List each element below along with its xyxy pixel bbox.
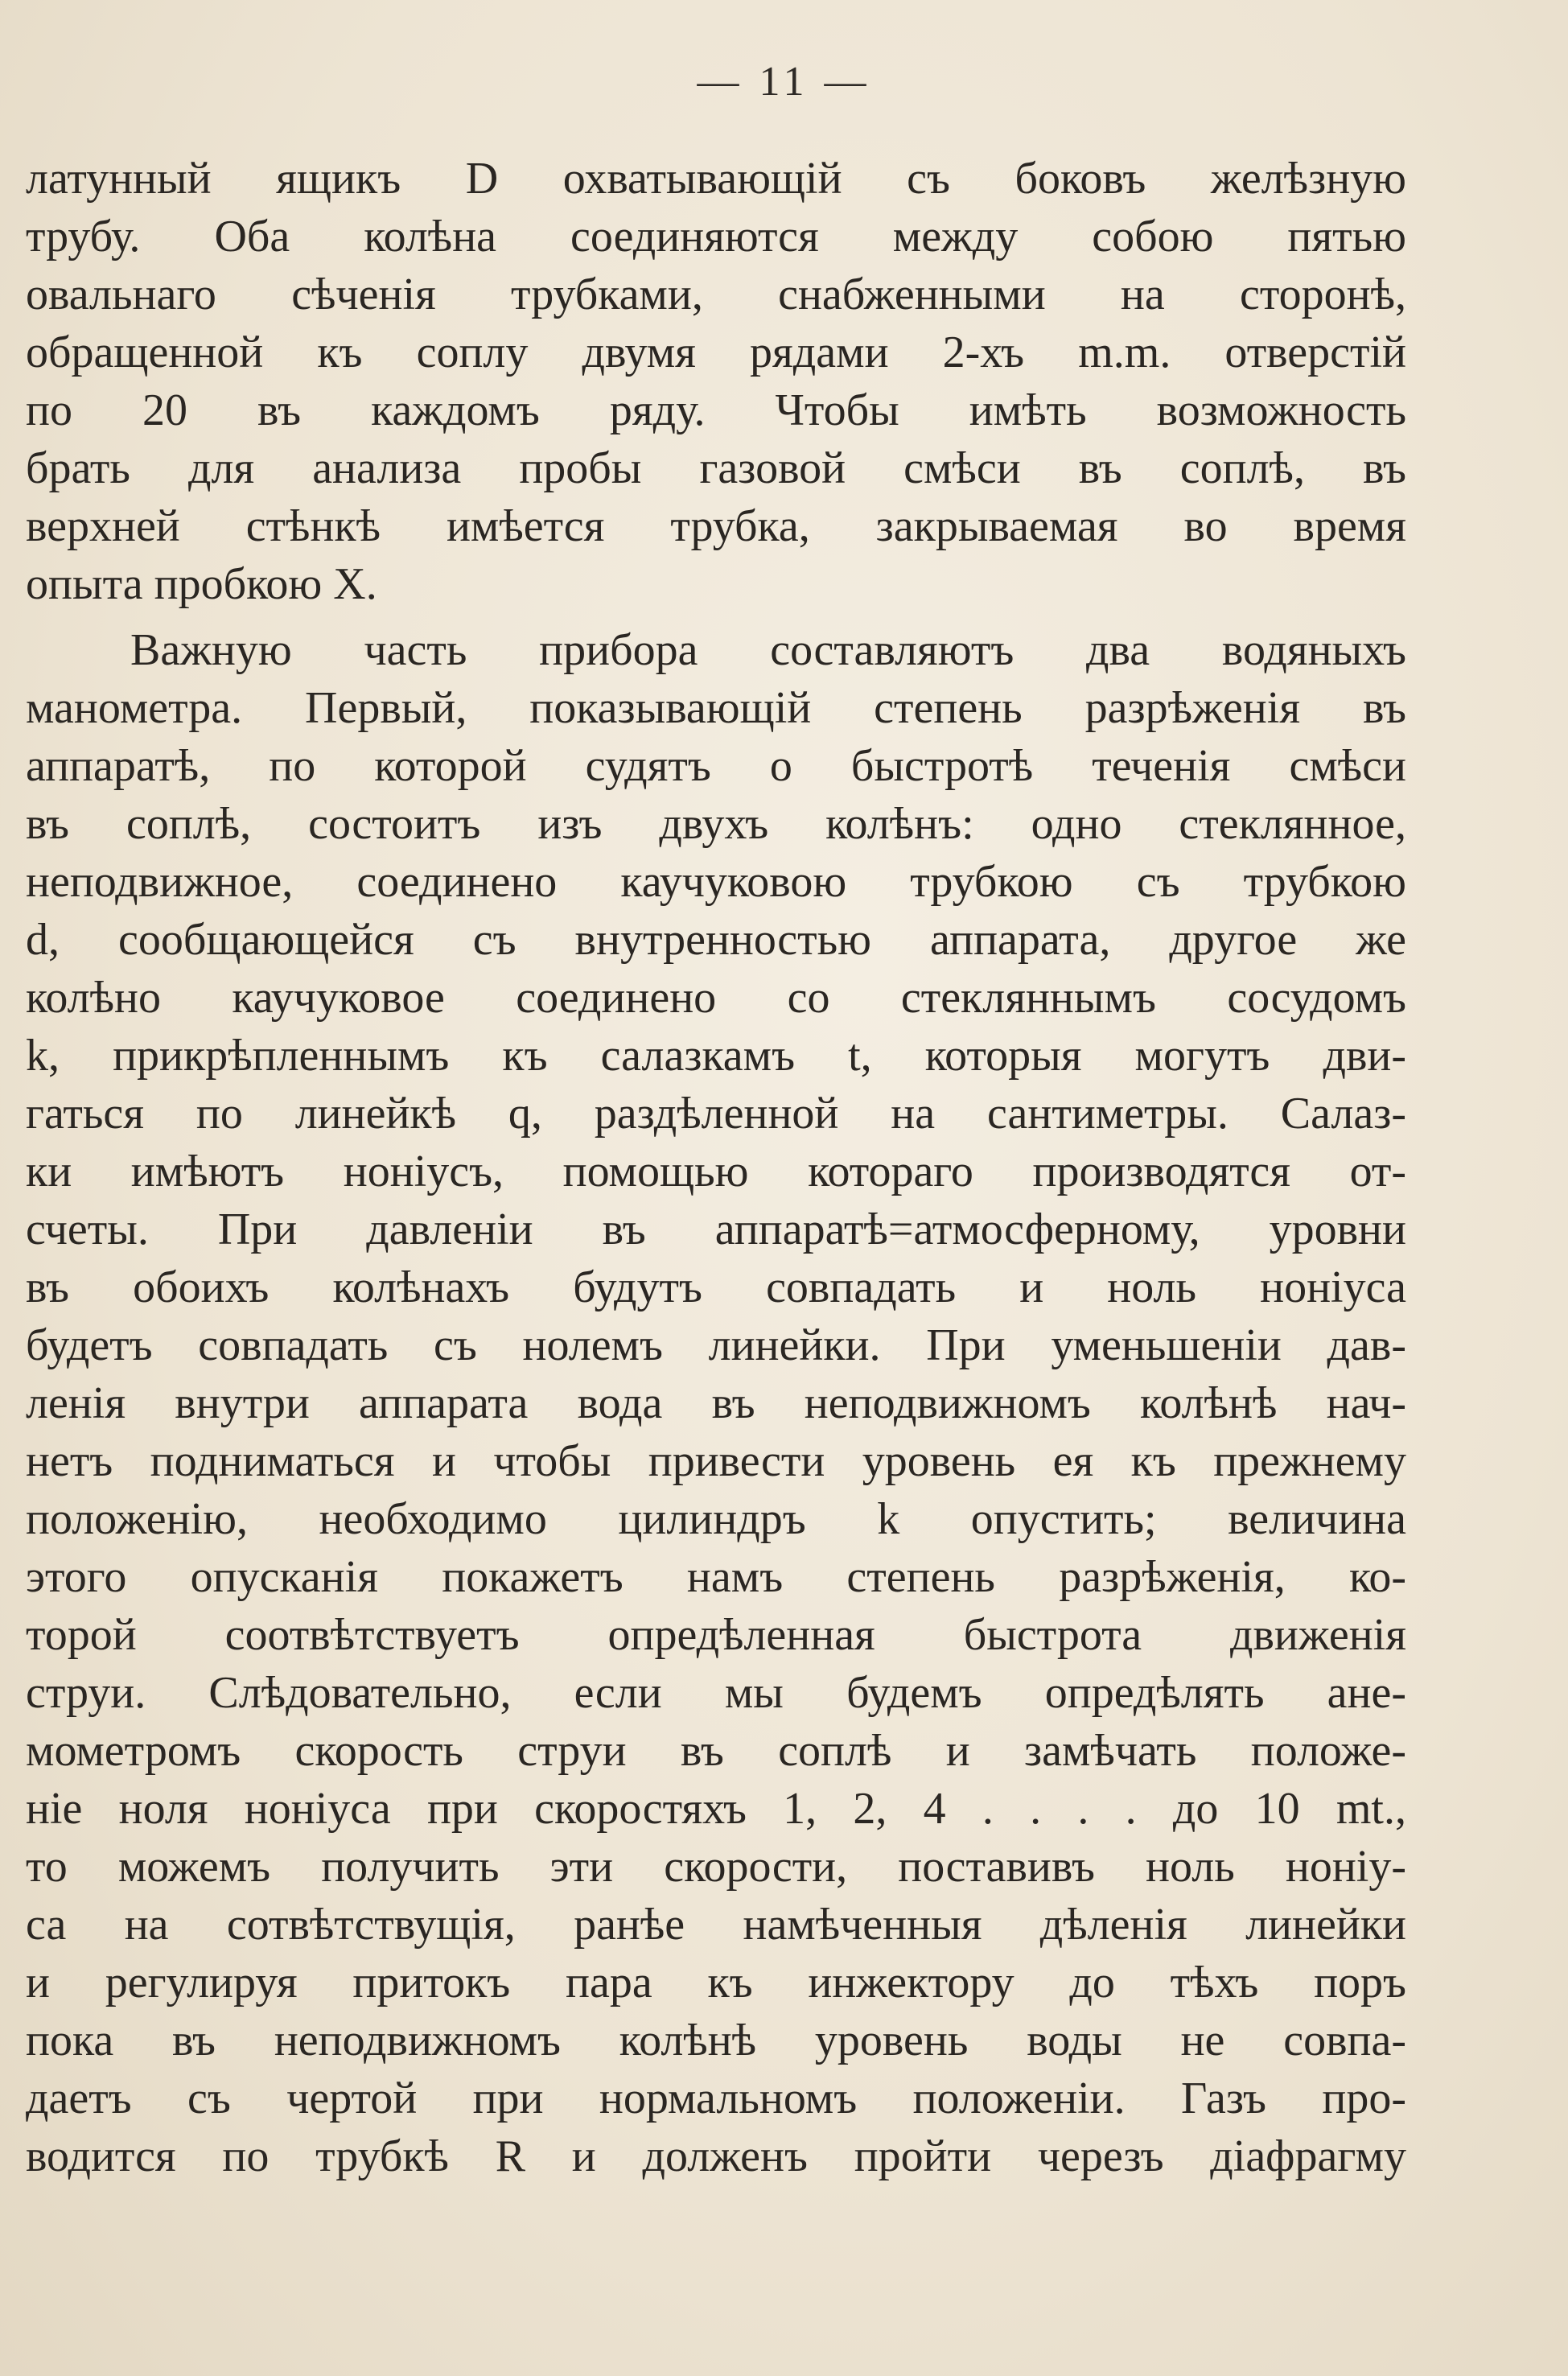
text-line: Важную часть прибора составляютъ два водяныхъ xyxy=(130,625,1406,675)
text-line: по 20 въ каждомъ ряду. Чтобы имѣть возможность xyxy=(26,385,1406,435)
text-line: торой соотвѣтствуетъ опредѣленная быстрота движенія xyxy=(26,1610,1406,1660)
text-line: манометра. Первый, показывающій степень разрѣженія въ xyxy=(26,683,1406,733)
text-line: мометромъ скорость струи въ соплѣ и замѣчать положе- xyxy=(26,1726,1406,1776)
text-line: то можемъ получить эти скорости, поставивъ ноль ноніу- xyxy=(26,1842,1406,1892)
text-line: k, прикрѣпленнымъ къ салазкамъ t, которыя могутъ дви- xyxy=(26,1031,1406,1081)
text-line: даетъ съ чертой при нормальномъ положеніи. Газъ про- xyxy=(26,2073,1406,2123)
text-line: колѣно каучуковое соединено со стекляннымъ сосудомъ xyxy=(26,973,1406,1023)
text-line: счеты. При давленіи въ аппаратѣ=атмосферному, уровни xyxy=(26,1204,1406,1254)
text-line: трубу. Оба колѣна соединяются между собою пятью xyxy=(26,212,1406,261)
paragraph xyxy=(26,150,1406,613)
text-line: положенію, необходимо цилиндръ k опустить; величина xyxy=(26,1494,1406,1544)
text-line: нетъ подниматься и чтобы привести уровень ея къ прежнему xyxy=(26,1436,1406,1486)
text-line: пока въ неподвижномъ колѣнѣ уровень воды не совпа- xyxy=(26,2016,1406,2065)
text-line: гаться по линейкѣ q, раздѣленной на сантиметры. Салаз- xyxy=(26,1089,1406,1139)
text-line: въ обоихъ колѣнахъ будутъ совпадать и ноль ноніуса xyxy=(26,1262,1406,1312)
text-line: d, сообщающейся съ внутренностью аппарата, другое же xyxy=(26,915,1406,965)
text-line: латунный ящикъ D охватывающій съ боковъ желѣзную xyxy=(26,154,1406,204)
text-line: ніе ноля ноніуса при скоростяхъ 1, 2, 4 . . . . до 10 mt., xyxy=(26,1784,1406,1834)
text-line: са на сотвѣтствущія, ранѣе намѣченныя дѣленія линейки xyxy=(26,1900,1406,1950)
text-line: верхней стѣнкѣ имѣется трубка, закрываемая во время xyxy=(26,501,1406,551)
text-line: неподвижное, соединено каучуковою трубкою съ трубкою xyxy=(26,857,1406,907)
text-line: въ соплѣ, состоитъ изъ двухъ колѣнъ: одно стеклянное, xyxy=(26,799,1406,849)
text-line: водится по трубкѣ R и долженъ пройти черезъ діафрагму xyxy=(26,2131,1406,2181)
text-line: обращенной къ соплу двумя рядами 2-хъ m.m. отверстій xyxy=(26,327,1406,377)
text-line: овальнаго сѣченія трубками, снабженными на сторонѣ, xyxy=(26,270,1406,319)
paragraph xyxy=(26,621,1406,2185)
text-line: аппаратѣ, по которой судятъ о быстротѣ теченія смѣси xyxy=(26,741,1406,791)
body-text xyxy=(26,150,1406,2185)
text-line: и регулируя притокъ пара къ инжектору до тѣхъ поръ xyxy=(26,1958,1406,2007)
text-line: струи. Слѣдовательно, если мы будемъ опредѣлять ане- xyxy=(26,1668,1406,1718)
text-line: ленія внутри аппарата вода въ неподвижномъ колѣнѣ нач- xyxy=(26,1378,1406,1428)
text-line: будетъ совпадать съ нолемъ линейки. При уменьшеніи дав- xyxy=(26,1320,1406,1370)
text-line: ки имѣютъ ноніусъ, помощью котораго производятся от- xyxy=(26,1147,1406,1196)
text-line: этого опусканія покажетъ намъ степень разрѣженія, ко- xyxy=(26,1552,1406,1602)
text-line: опыта пробкою X. xyxy=(26,559,377,609)
text-line: брать для анализа пробы газовой смѣси въ соплѣ, въ xyxy=(26,443,1406,493)
page-number: — 11 — xyxy=(697,59,871,105)
